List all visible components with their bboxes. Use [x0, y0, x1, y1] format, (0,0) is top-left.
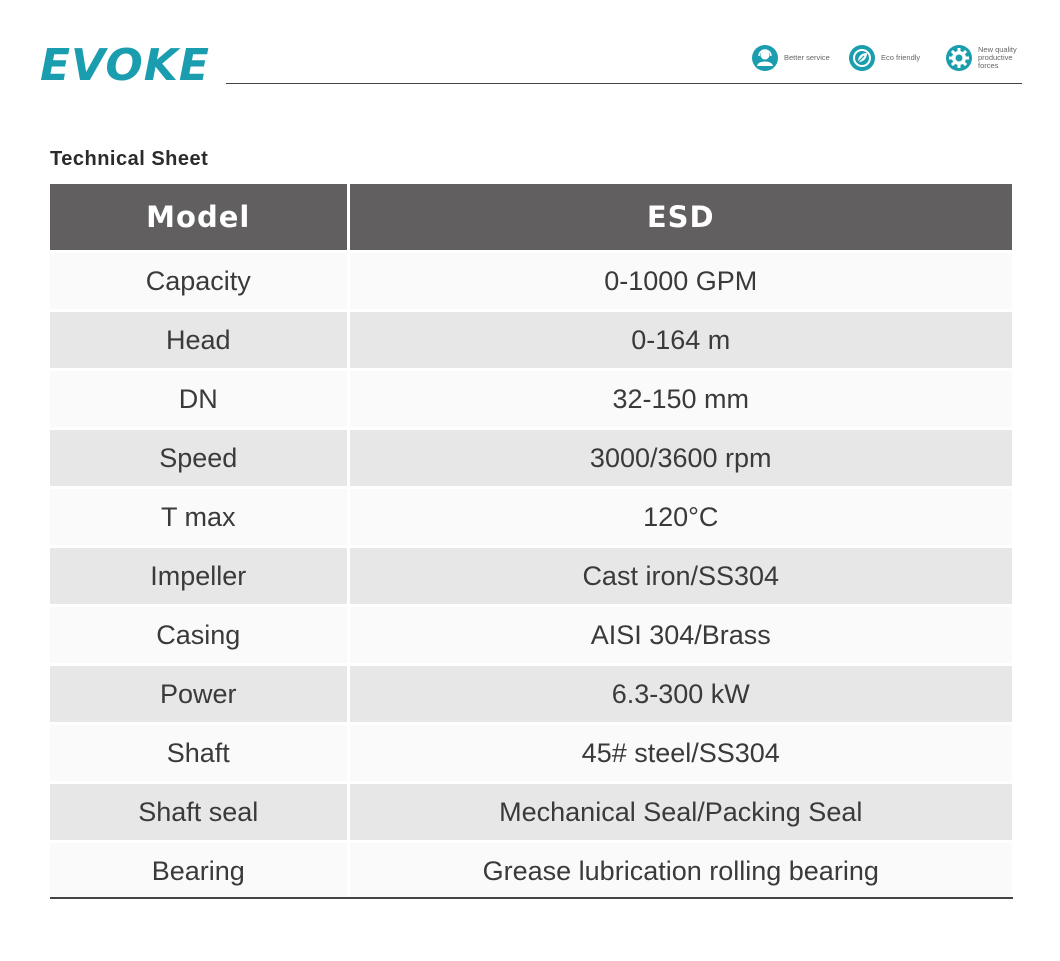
headset-service-icon — [751, 44, 779, 72]
gear-icon — [945, 44, 973, 72]
spec-label: Capacity — [50, 252, 348, 311]
badge-label: Better service — [784, 53, 830, 62]
spec-value: 0-1000 GPM — [348, 252, 1012, 311]
spec-value: 45# steel/SS304 — [348, 724, 1012, 783]
table-row — [50, 488, 1012, 547]
page-header — [0, 0, 1060, 100]
spec-value: Grease lubrication rolling bearing — [348, 842, 1012, 900]
spec-value: AISI 304/Brass — [348, 606, 1012, 665]
spec-label: Shaft — [50, 724, 348, 783]
column-header-esd: ESD — [348, 184, 1012, 252]
table-header-row — [50, 184, 1012, 252]
table-row — [50, 429, 1012, 488]
table-row — [50, 311, 1012, 370]
spec-label: DN — [50, 370, 348, 429]
technical-sheet-table — [50, 184, 1012, 899]
badge-new-quality — [945, 44, 1024, 72]
spec-value: 120°C — [348, 488, 1012, 547]
spec-label: Shaft seal — [50, 783, 348, 842]
sheet-title: Technical Sheet — [50, 148, 209, 170]
badge-label: Eco friendly — [881, 53, 921, 62]
spec-value: 0-164 m — [348, 311, 1012, 370]
spec-label: Impeller — [50, 547, 348, 606]
header-divider — [226, 83, 1022, 84]
spec-value: 3000/3600 rpm — [348, 429, 1012, 488]
spec-label: Casing — [50, 606, 348, 665]
column-header-model: Model — [50, 184, 348, 252]
spec-value: Mechanical Seal/Packing Seal — [348, 783, 1012, 842]
spec-label: Bearing — [50, 842, 348, 900]
table-row — [50, 606, 1012, 665]
eco-leaf-icon — [848, 44, 876, 72]
spec-label: T max — [50, 488, 348, 547]
table-row — [50, 370, 1012, 429]
table-row — [50, 783, 1012, 842]
spec-label: Power — [50, 665, 348, 724]
table-row — [50, 547, 1012, 606]
table-row — [50, 252, 1012, 311]
spec-label: Head — [50, 311, 348, 370]
table-bottom-rule — [50, 897, 1013, 899]
table-row — [50, 724, 1012, 783]
table-row — [50, 842, 1012, 900]
brand-logo: EVOKE — [40, 40, 210, 91]
badge-label: New quality productive forces — [978, 45, 1017, 70]
spec-value: 6.3-300 kW — [348, 665, 1012, 724]
spec-value: Cast iron/SS304 — [348, 547, 1012, 606]
table-row — [50, 665, 1012, 724]
spec-value: 32-150 mm — [348, 370, 1012, 429]
badge-better-service — [751, 44, 830, 72]
feature-badges — [751, 44, 1024, 72]
spec-label: Speed — [50, 429, 348, 488]
badge-eco-friendly — [848, 44, 927, 72]
